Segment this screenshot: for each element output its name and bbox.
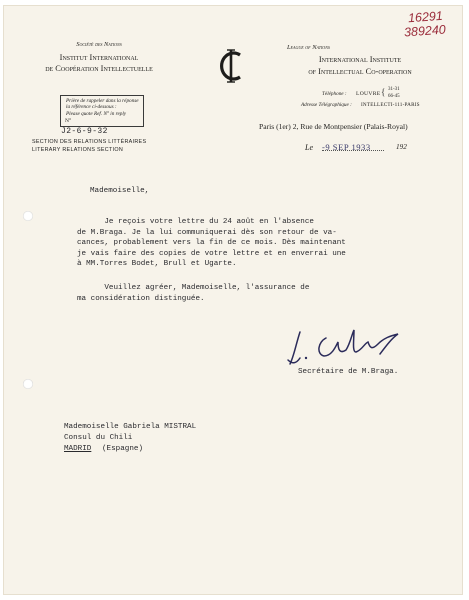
punch-hole-top [23, 211, 33, 221]
header-left-institute-line2: de Coopération Intellectuelle [45, 64, 153, 73]
telephone-number-1: 31-31 [388, 87, 400, 92]
ref-note-line1: Prière de rappeler dans la réponse [66, 98, 139, 104]
recipient-city: MADRID [64, 445, 92, 453]
ref-note-line3: Please quote Ref. N° in reply [66, 110, 127, 117]
iici-monogram-logo [215, 46, 247, 86]
signature-title: Secrétaire de M.Braga. [298, 368, 399, 376]
telegraph-address: INTELLECTI-111-PARIS [361, 102, 420, 108]
punch-hole-bottom [23, 379, 33, 389]
header-right-institute: International Institute [318, 55, 402, 64]
date-stamp: -9 SEP 1933 [322, 142, 371, 152]
paragraph-1-line: je vais faire des copies de votre lettre et en enverrai une [77, 249, 346, 258]
paragraph-1-line: de M.Braga. Je la lui communiquerai dès son retour de va- [77, 228, 337, 237]
header-left-institute: Institut International [59, 53, 139, 62]
date-prefix: Le [305, 143, 313, 152]
ref-prefix: N° [65, 118, 72, 124]
header-right-institute-line2: of Intellectual Co-operation [308, 67, 412, 76]
archive-number-bottom: 389240 [403, 22, 447, 40]
salutation: Mademoiselle, [90, 187, 150, 195]
archive-number-top: 16291 [407, 8, 444, 26]
section-title-fr: SECTION DES RELATIONS LITTÉRAIRES [32, 139, 147, 145]
recipient-name: Mademoiselle Gabriela MISTRAL [64, 423, 197, 431]
telephone-label: Téléphone : [322, 91, 347, 97]
telegraph-label: Adresse Télégraphique : [301, 102, 352, 108]
recipient-country: (Espagne) [102, 445, 144, 453]
handwritten-signature [286, 324, 406, 370]
telephone-brace: { [381, 87, 386, 97]
paragraph-1-line: à MM.Torres Bodet, Brull et Ugarte. [77, 260, 237, 269]
paragraph-2 [77, 283, 309, 304]
postal-address: Paris (1er) 2, Rue de Montpensier (Palais-Royal) [259, 122, 408, 131]
date-suffix: 192 [396, 143, 407, 151]
paragraph-1-line: Je reçois votre lettre du 24 août en l'absence [77, 218, 314, 226]
paragraph-1 [77, 217, 346, 270]
section-title-en: LITERARY RELATIONS SECTION [32, 147, 124, 153]
telephone-exchange: LOUVRE [356, 91, 381, 97]
telephone-number-2: 66-45 [388, 94, 400, 99]
paragraph-1-line: cances, probablement vers la fin de ce mois. Dès maintenant [77, 239, 346, 248]
reference-box [60, 95, 144, 127]
letter-sheet [4, 6, 462, 594]
paragraph-2-line: ma considération distinguée. [77, 294, 205, 303]
reference-number: J2-6-9-32 [61, 127, 108, 136]
recipient-line2: Consul du Chili [64, 434, 133, 442]
paragraph-2-line: Veuillez agréer, Mademoiselle, l'assurance de [77, 284, 310, 292]
ref-note-line2: la référence ci-dessous : [66, 104, 117, 111]
header-left-org: Société des Nations [76, 41, 122, 48]
date-dotted-line [322, 150, 384, 151]
header-right-org: League of Nations [287, 44, 330, 51]
